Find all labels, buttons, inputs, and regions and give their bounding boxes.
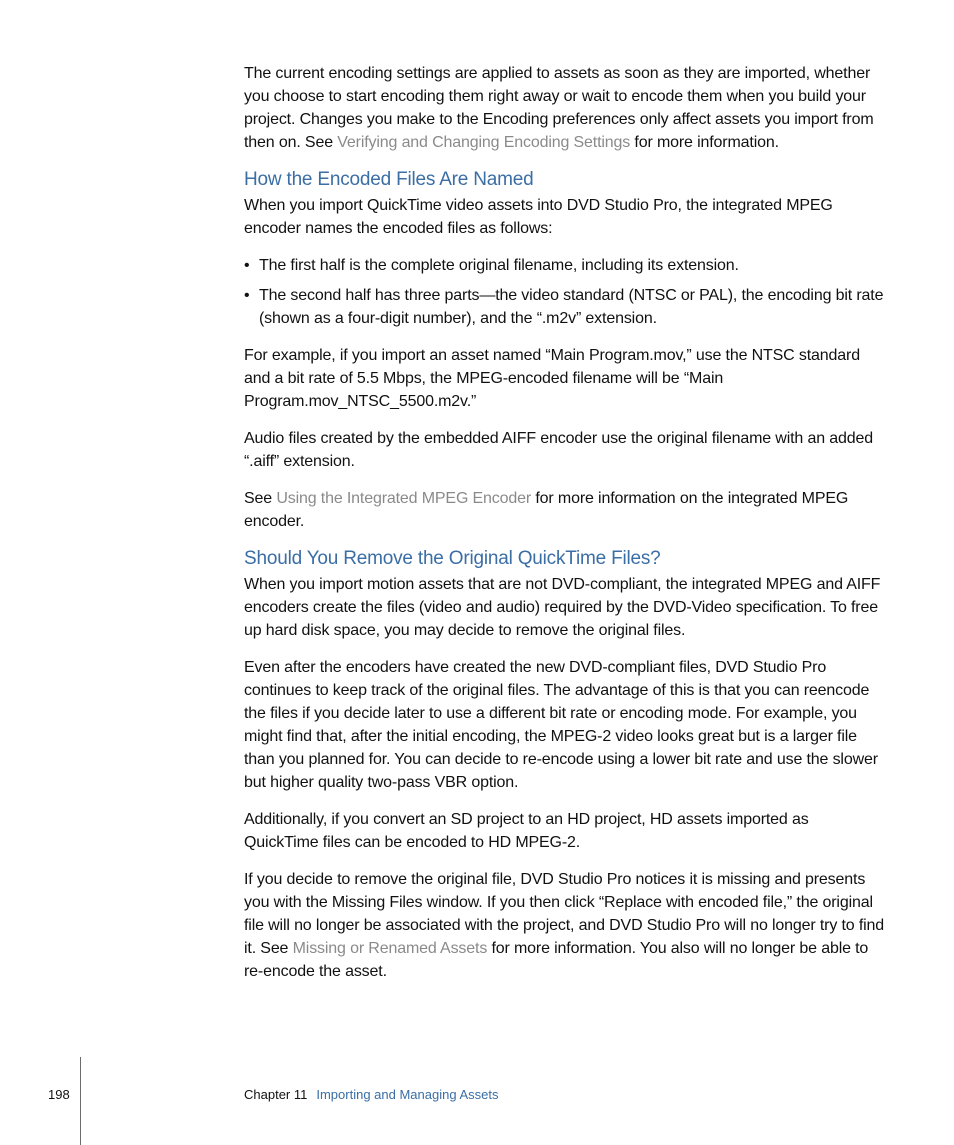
intro-paragraph bbox=[244, 62, 884, 154]
section1-para4 bbox=[244, 487, 884, 533]
list-item bbox=[244, 284, 884, 330]
list-item bbox=[244, 254, 884, 277]
section2-para4 bbox=[244, 868, 884, 983]
footer-chapter bbox=[244, 1087, 498, 1103]
footer-divider bbox=[80, 1057, 81, 1145]
section2-para3: Additionally, if you convert an SD project to an HD project, HD assets imported as QuickTime files can be encoded to HD MPEG-2. bbox=[244, 811, 809, 851]
list-item-text: The second half has three parts—the video standard (NTSC or PAL), the encoding bit rate (shown as a four-digit number), and the “.m2v” extension. bbox=[259, 287, 884, 327]
para-text-after: for more information on the integrated MPEG encoder. bbox=[244, 490, 849, 530]
page-number: 198 bbox=[48, 1087, 70, 1102]
para-text-after: for more information. You also will no longer be able to re-encode the asset. bbox=[244, 940, 869, 980]
section2-para1: When you import motion assets that are not DVD-compliant, the integrated MPEG and AIFF encoders create the files (video and audio) required by the DVD-Video specification. To free up hard disk space, you may decide to remove the original files. bbox=[244, 576, 881, 639]
section1-para3: Audio files created by the embedded AIFF encoder use the original filename with an added “.aiff” extension. bbox=[244, 430, 873, 470]
intro-text-before: The current encoding settings are applied to assets as soon as they are imported, whether you choose to start encoding them right away or wait to encode them when you build your project. Changes you make to the Encoding preferences only affect assets you import from then on. See bbox=[244, 65, 874, 151]
section2-para2: Even after the encoders have created the new DVD-compliant files, DVD Studio Pro continues to keep track of the original files. The advantage of this is that you can reencode the files if you decide later to use a different bit rate or encoding mode. For example, you might find that, after the initial encoding, the MPEG-2 video looks great but is a larger file than you planned for. You can decide to re-encode using a lower bit rate and use the slower but higher quality two-pass VBR option. bbox=[244, 659, 878, 791]
link-integrated-mpeg-encoder[interactable]: Using the Integrated MPEG Encoder bbox=[276, 490, 532, 507]
intro-text-after: for more information. bbox=[630, 134, 779, 151]
bullet-icon: • bbox=[244, 287, 250, 304]
heading-remove-original-files: Should You Remove the Original QuickTime Files? bbox=[244, 548, 661, 569]
chapter-label: Chapter 11 bbox=[244, 1087, 308, 1102]
bullet-icon: • bbox=[244, 257, 250, 274]
heading-encoded-files-named: How the Encoded Files Are Named bbox=[244, 169, 534, 190]
list-item-text: The first half is the complete original filename, including its extension. bbox=[259, 257, 739, 274]
para-text-before: See bbox=[244, 490, 277, 507]
section1-para1: When you import QuickTime video assets into DVD Studio Pro, the integrated MPEG encoder names the encoded files as follows: bbox=[244, 197, 833, 237]
link-missing-renamed-assets[interactable]: Missing or Renamed Assets bbox=[292, 940, 488, 957]
chapter-title: Importing and Managing Assets bbox=[316, 1087, 499, 1102]
section1-para2: For example, if you import an asset named “Main Program.mov,” use the NTSC standard and a bit rate of 5.5 Mbps, the MPEG-encoded filename will be “Main Program.mov_NTSC_5500.m2v.” bbox=[244, 347, 860, 410]
page-content bbox=[244, 62, 884, 997]
para-text-before: If you decide to remove the original file, DVD Studio Pro notices it is missing and presents you with the Missing Files window. If you then click “Replace with encoded file,” the original file will no longer be associated with the project, and DVD Studio Pro will no longer try to find it. See bbox=[244, 871, 885, 957]
filename-parts-list bbox=[244, 254, 884, 330]
link-verifying-encoding-settings[interactable]: Verifying and Changing Encoding Settings bbox=[337, 134, 631, 151]
